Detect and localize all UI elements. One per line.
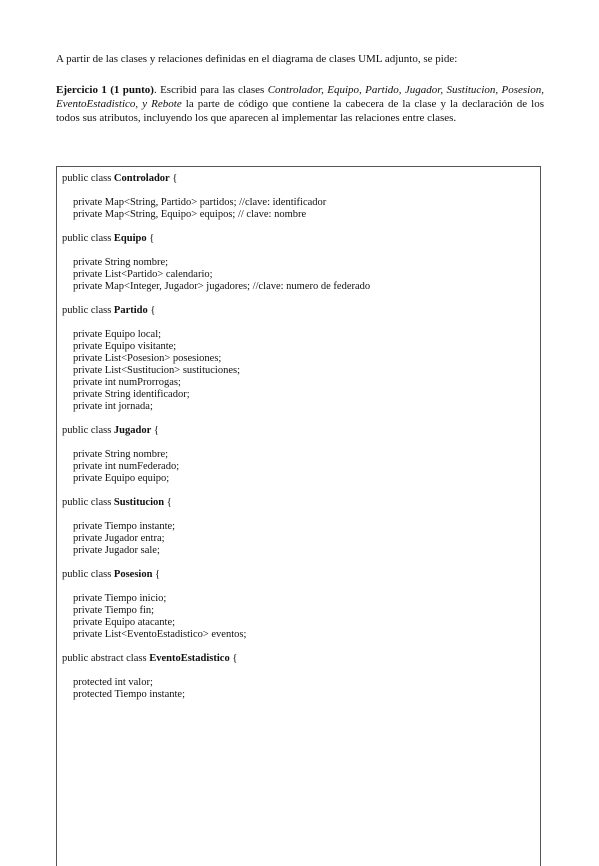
class-name: Sustitucion bbox=[113, 497, 165, 508]
class-open-brace: { bbox=[169, 173, 178, 184]
class-modifiers: public class bbox=[62, 497, 114, 508]
class-modifiers: public class bbox=[62, 425, 114, 436]
field-declaration: private List<EventoEstadistico> eventos; bbox=[73, 629, 247, 640]
class-name: Controlador bbox=[113, 173, 170, 184]
field-declaration: private List<Partido> calendario; bbox=[73, 269, 213, 280]
class-header bbox=[62, 173, 540, 185]
field-declaration: private Tiempo instante; bbox=[73, 521, 176, 532]
class-block-eventoestadistico bbox=[62, 653, 540, 701]
field-declaration: private List<Posesion> posesiones; bbox=[73, 353, 222, 364]
field-declaration: private int jornada; bbox=[73, 401, 153, 412]
field-declaration: private Map<String, Partido> partidos; //clave: identificador bbox=[73, 197, 327, 208]
field-list bbox=[62, 257, 540, 293]
class-modifiers: public class bbox=[62, 173, 114, 184]
class-modifiers: public abstract class bbox=[62, 653, 150, 664]
class-modifiers: public class bbox=[62, 233, 114, 244]
field-declaration: private Equipo visitante; bbox=[73, 341, 177, 352]
field-declaration: private Jugador entra; bbox=[73, 533, 165, 544]
field-declaration: private String nombre; bbox=[73, 449, 169, 460]
class-block-equipo bbox=[62, 233, 540, 293]
class-header bbox=[62, 653, 540, 665]
field-declaration: private List<Sustitucion> sustituciones; bbox=[73, 365, 241, 376]
field-declaration: protected int valor; bbox=[73, 677, 153, 688]
field-declaration: private Tiempo inicio; bbox=[73, 593, 167, 604]
field-list bbox=[62, 329, 540, 413]
class-name: Posesion bbox=[113, 569, 153, 580]
field-declaration: private Map<Integer, Jugador> jugadores; //clave: numero de federado bbox=[73, 281, 371, 292]
class-block-controlador bbox=[62, 173, 540, 221]
class-block-jugador bbox=[62, 425, 540, 485]
field-declaration: private Equipo atacante; bbox=[73, 617, 176, 628]
class-block-sustitucion bbox=[62, 497, 540, 557]
field-declaration: protected Tiempo instante; bbox=[73, 689, 185, 700]
code-box bbox=[56, 166, 541, 866]
class-name: Jugador bbox=[113, 425, 152, 436]
class-header bbox=[62, 497, 540, 509]
class-block-partido bbox=[62, 305, 540, 413]
field-declaration: private String nombre; bbox=[73, 257, 169, 268]
field-declaration: private Equipo local; bbox=[73, 329, 162, 340]
class-open-brace: { bbox=[147, 305, 156, 316]
class-name: EventoEstadistico bbox=[149, 653, 230, 664]
field-declaration: private int numFederado; bbox=[73, 461, 180, 472]
intro-paragraph: A partir de las clases y relaciones definidas en el diagrama de clases UML adjunto, se pide: bbox=[56, 53, 458, 65]
class-modifiers: public class bbox=[62, 569, 114, 580]
field-declaration: private Tiempo fin; bbox=[73, 605, 155, 616]
class-header bbox=[62, 233, 540, 245]
field-declaration: private Map<String, Equipo> equipos; // clave: nombre bbox=[73, 209, 307, 220]
field-list bbox=[62, 449, 540, 485]
class-open-brace: { bbox=[152, 569, 161, 580]
field-declaration: private int numProrrogas; bbox=[73, 377, 181, 388]
class-block-posesion bbox=[62, 569, 540, 641]
field-list bbox=[62, 593, 540, 641]
field-list bbox=[62, 677, 540, 701]
field-list bbox=[62, 521, 540, 557]
field-list bbox=[62, 197, 540, 221]
exercise-title: Ejercicio 1 (1 punto) bbox=[56, 84, 154, 96]
class-header bbox=[62, 569, 540, 581]
class-open-brace: { bbox=[146, 233, 155, 244]
class-open-brace: { bbox=[229, 653, 238, 664]
class-header bbox=[62, 305, 540, 317]
field-declaration: private String identificador; bbox=[73, 389, 190, 400]
class-modifiers: public class bbox=[62, 305, 114, 316]
exercise-paragraph bbox=[56, 83, 544, 125]
class-open-brace: { bbox=[164, 497, 172, 508]
class-name: Partido bbox=[113, 305, 148, 316]
class-name: Equipo bbox=[113, 233, 147, 244]
class-open-brace: { bbox=[151, 425, 159, 436]
class-header bbox=[62, 425, 540, 437]
exercise-text-before: . Escribid para las clases bbox=[153, 84, 268, 96]
field-declaration: private Equipo equipo; bbox=[73, 473, 170, 484]
exercise-text-after: la parte de código que contiene la cabecera de la clase y la declaración de los todos sus atributos, incluyendo los que aparecen al implementar las relaciones entre clases. bbox=[56, 98, 544, 124]
exercise-classes-list: Controlador, Equipo, Partido, Jugador, Sustitucion, Posesion, EventoEstadistico, y Rebote bbox=[56, 84, 544, 110]
field-declaration: private Jugador sale; bbox=[73, 545, 160, 556]
